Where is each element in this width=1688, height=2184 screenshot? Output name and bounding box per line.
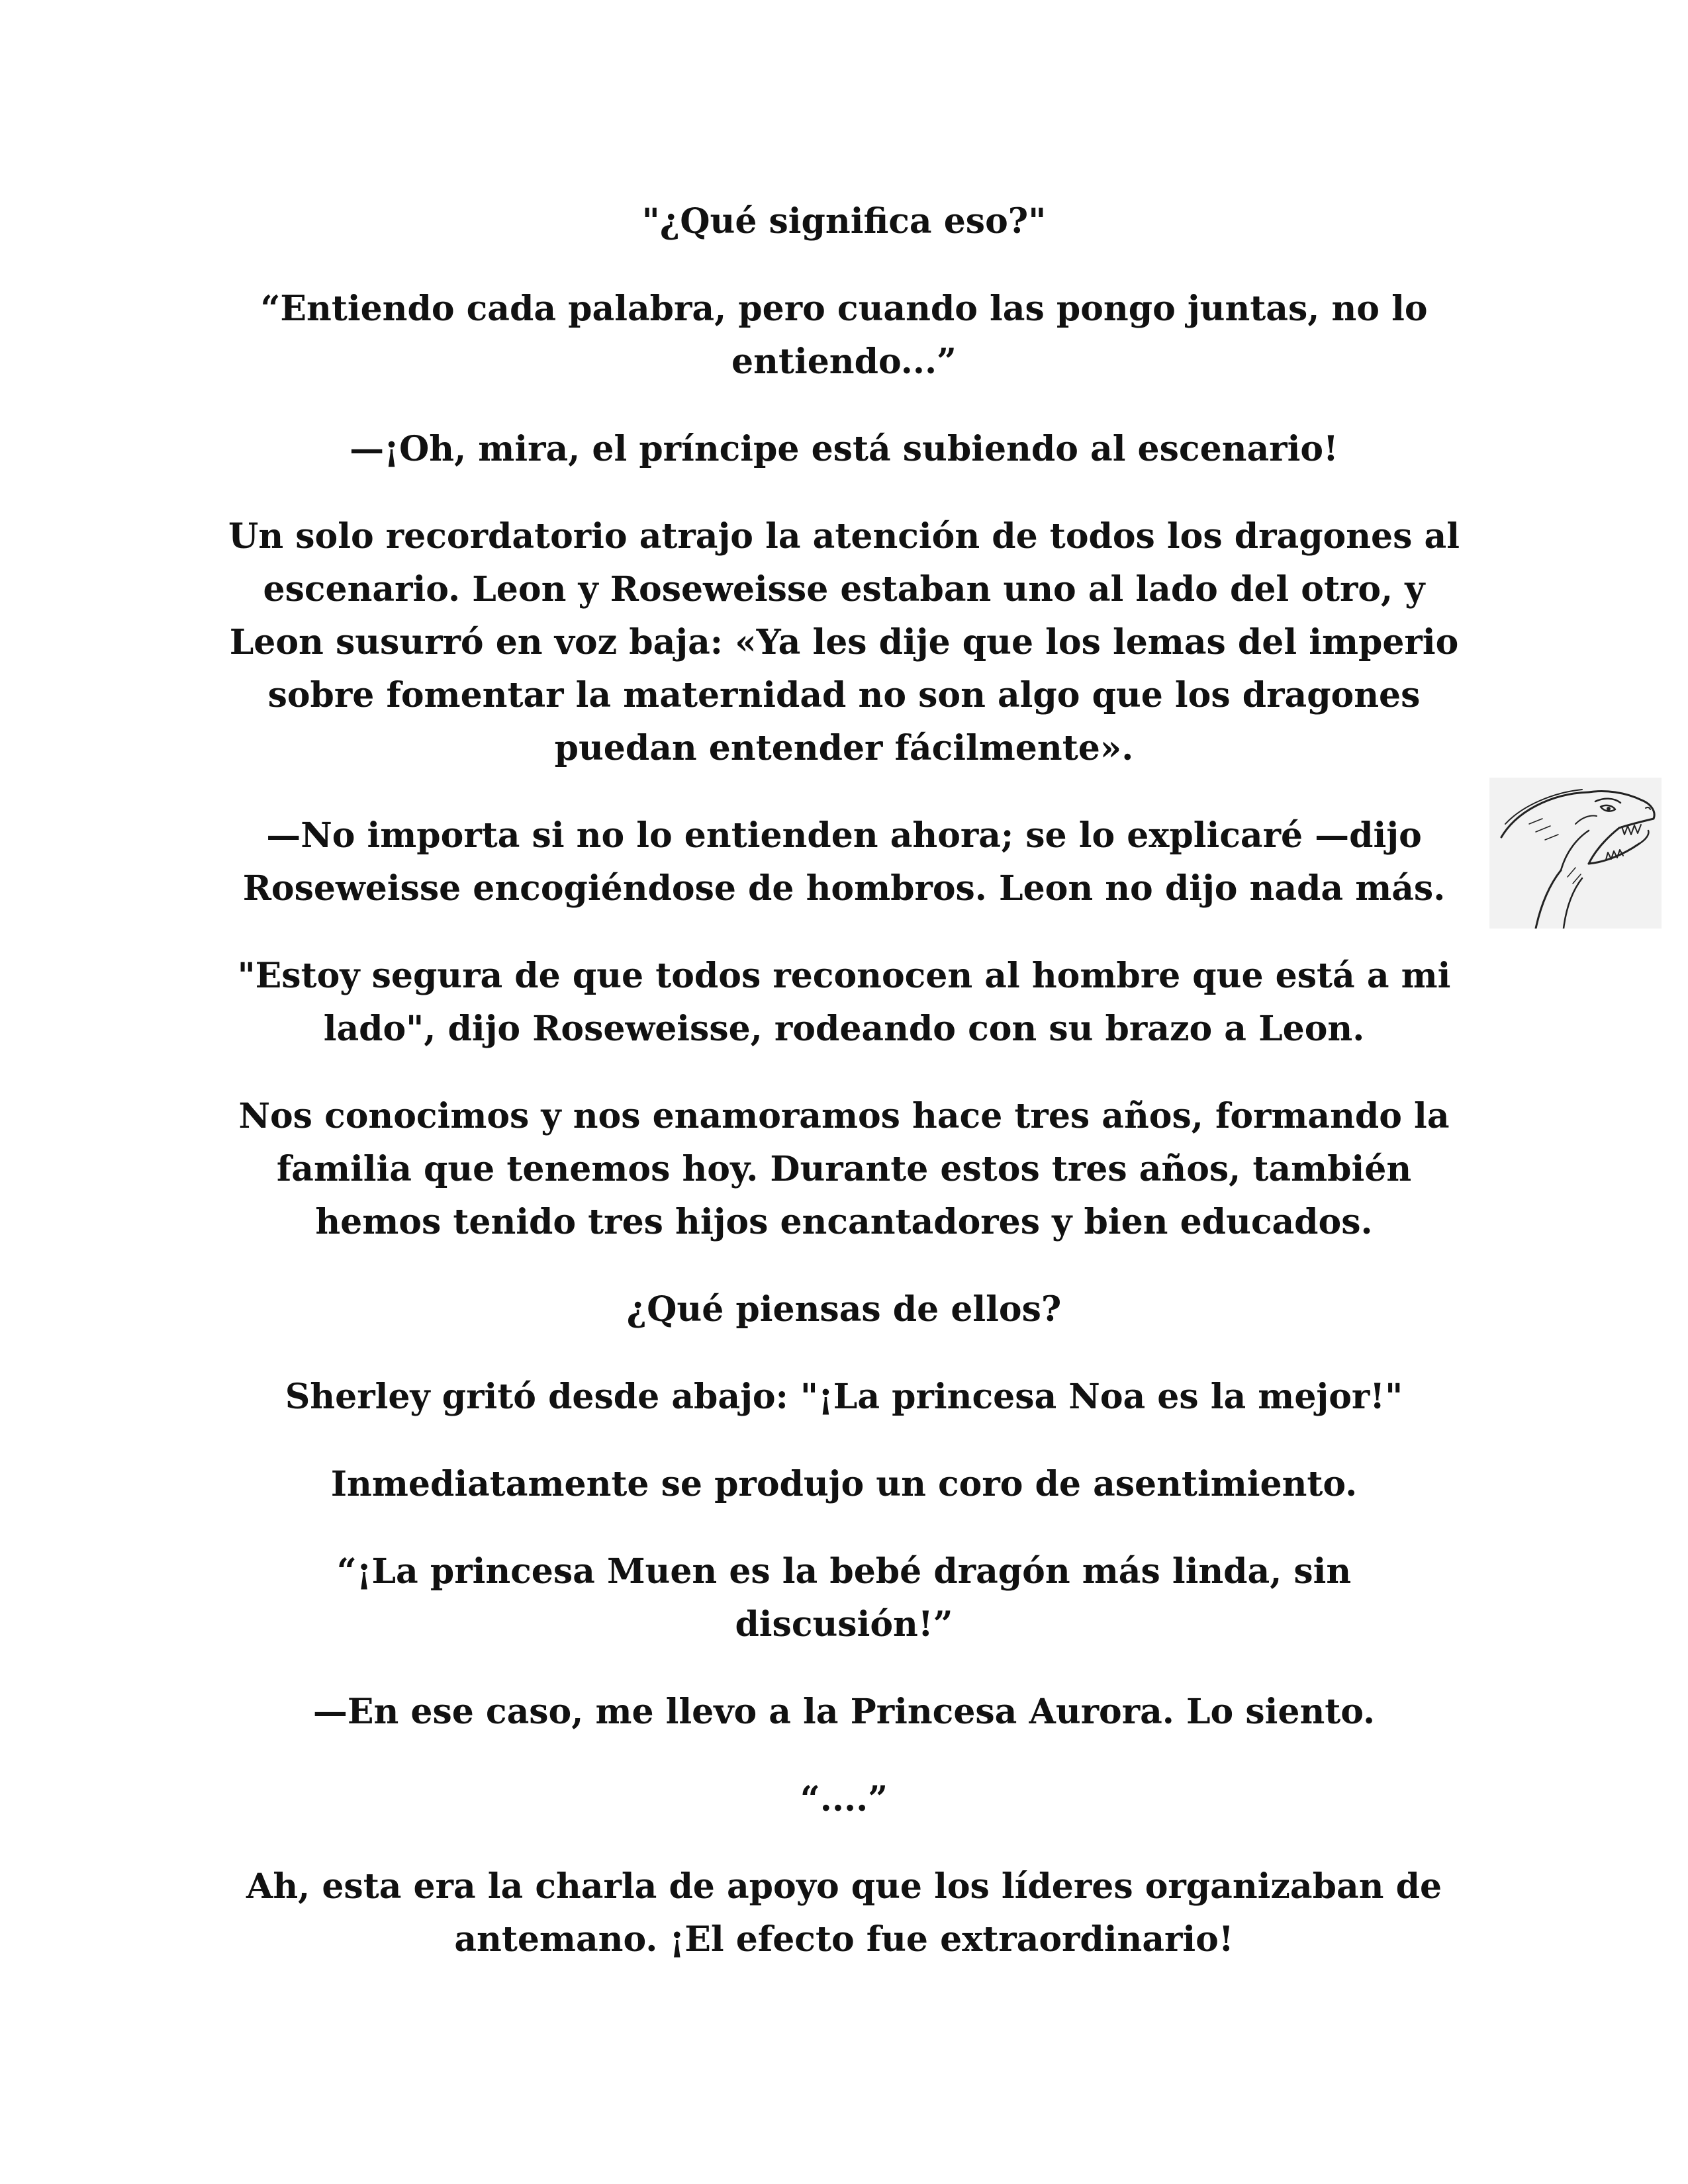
paragraph-6: "Estoy segura de que todos reconocen al hombre que está a mi lado", dijo Roseweisse, rodeando con su brazo a Leon. — [237, 956, 1451, 1049]
dragon-head-sketch-icon — [1489, 778, 1662, 929]
text-column — [225, 195, 1463, 1966]
dragon-illustration — [1489, 778, 1662, 929]
paragraph-14: Ah, esta era la charla de apoyo que los líderes organizaban de antemano. ¡El efecto fue extraordinario! — [246, 1866, 1442, 1960]
paragraph-5: —No importa si no lo entienden ahora; se lo explicaré —dijo Roseweisse encogiéndose de hombros. Leon no dijo nada más. — [242, 815, 1446, 909]
paragraph-7: Nos conocimos y nos enamoramos hace tres años, formando la familia que tenemos hoy. Durante estos tres años, también hemos tenido tres hijos encantadores y bien educados. — [238, 1096, 1450, 1242]
paragraph-1: "¿Qué significa eso?" — [641, 201, 1047, 242]
paragraph-9: Sherley gritó desde abajo: "¡La princesa Noa es la mejor!" — [285, 1377, 1403, 1417]
paragraph-13: “....” — [800, 1779, 888, 1819]
paragraph-11: “¡La princesa Muen es la bebé dragón más linda, sin discusión!” — [336, 1551, 1352, 1645]
paragraph-3: —¡Oh, mira, el príncipe está subiendo al escenario! — [350, 429, 1338, 469]
paragraph-10: Inmediatamente se produjo un coro de asentimiento. — [330, 1464, 1358, 1504]
paragraph-2: “Entiendo cada palabra, pero cuando las pongo juntas, no lo entiendo...” — [260, 289, 1428, 382]
paragraph-8: ¿Qué piensas de ellos? — [626, 1289, 1062, 1330]
paragraph-12: —En ese caso, me llevo a la Princesa Aurora. Lo siento. — [312, 1692, 1376, 1732]
paragraph-4: Un solo recordatorio atrajo la atención de todos los dragones al escenario. Leon y Roseweisse estaban uno al lado del otro, y Leon susurró en voz baja: «Ya les dije que los lemas del imperio sobre fomentar la maternidad no son algo que los dragones puedan entender fácilmente». — [228, 516, 1460, 768]
